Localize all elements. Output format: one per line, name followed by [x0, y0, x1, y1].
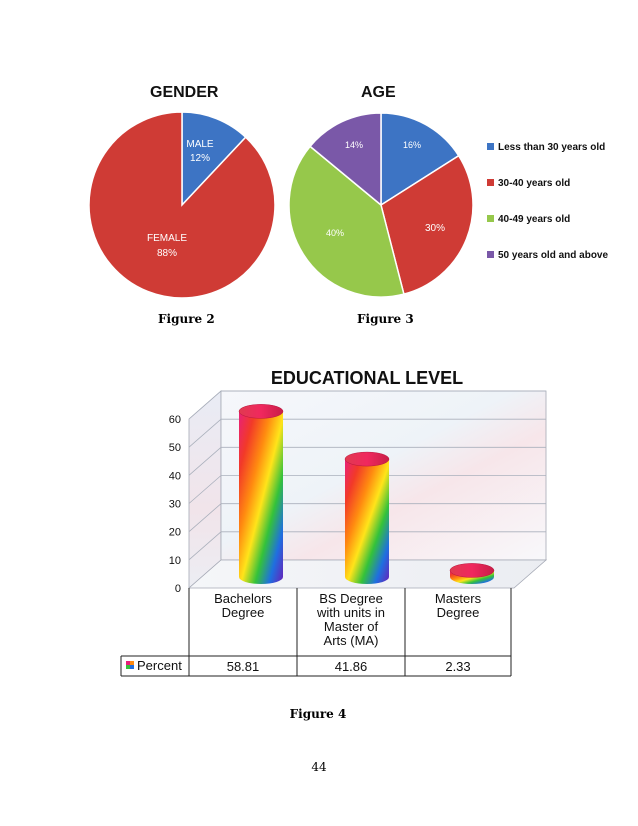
table-value-bachelors: 58.81 [226, 659, 260, 674]
y-axis-ticks [169, 414, 181, 595]
gender-chart [89, 84, 275, 298]
category-label-line: Master of [323, 619, 379, 634]
gender-slice-value-male: 12% [189, 153, 211, 164]
category-label-0 [214, 591, 272, 620]
series-label-percent: Percent [137, 658, 182, 673]
age-chart [289, 84, 608, 297]
age-legend-label: 40-49 years old [498, 214, 571, 225]
bar-2 [450, 563, 494, 584]
age-legend-label: 50 years old and above [498, 250, 609, 261]
age-legend-item-40to49 [487, 214, 570, 225]
table-value-bs-with-units: 41.86 [334, 659, 368, 674]
category-label-line: with units in [317, 605, 385, 620]
gender-chart-title: GENDER [150, 84, 219, 101]
bar-1 [345, 452, 389, 584]
category-label-line: BS Degree [319, 591, 383, 606]
gender-slice-label-female: FEMALE [146, 233, 188, 244]
y-tick-label: 20 [168, 526, 181, 539]
table-value-masters: 2.33 [445, 659, 471, 674]
y-tick-label: 30 [168, 498, 181, 511]
category-label-line: Arts (MA) [323, 633, 379, 648]
gender-pie [89, 112, 275, 298]
y-tick-label: 50 [168, 442, 181, 455]
age-legend-item-under30 [487, 142, 605, 153]
page-number: 44 [311, 760, 327, 774]
age-legend [487, 142, 608, 261]
age-chart-title: AGE [361, 84, 396, 101]
bar-0 [239, 404, 283, 584]
category-label-line: Masters [434, 591, 482, 606]
age-legend-swatch [487, 179, 494, 186]
y-tick-label: 60 [168, 414, 181, 426]
gender-slice-value-female: 88% [156, 248, 178, 259]
figure-3-caption: Figure 3 [357, 312, 414, 326]
bar-top [345, 452, 389, 466]
age-legend-swatch [487, 251, 494, 258]
bar-body [345, 459, 389, 584]
figure-2-caption: Figure 2 [158, 312, 215, 326]
gender-pie-slice-1 [89, 112, 275, 298]
category-label-line: Bachelors [214, 591, 272, 606]
bar-top [450, 563, 494, 577]
bar-body [239, 411, 283, 584]
age-slice-value-50plus: 14% [344, 140, 364, 150]
y-tick-label: 0 [174, 583, 181, 595]
age-legend-label: 30-40 years old [498, 178, 571, 189]
y-tick-label: 40 [168, 470, 181, 483]
education-chart [121, 368, 546, 676]
education-chart-title: EDUCATIONAL LEVEL [270, 368, 464, 388]
age-pie [289, 113, 473, 297]
age-slice-value-under30: 16% [402, 140, 422, 150]
legend-key-icon [126, 661, 134, 669]
y-tick-label: 10 [168, 554, 181, 567]
age-slice-value-30to40: 30% [424, 223, 446, 234]
age-legend-item-50plus [487, 250, 608, 261]
category-labels [214, 591, 482, 648]
bar-top [239, 404, 283, 418]
age-legend-swatch [487, 143, 494, 150]
category-label-line: Degree [221, 605, 265, 620]
category-label-line: Degree [436, 605, 480, 620]
category-label-1 [316, 591, 385, 648]
gender-slice-label-male: MALE [186, 139, 214, 150]
category-label-2 [435, 591, 482, 620]
age-slice-value-40to49: 40% [325, 228, 345, 238]
figure-4-caption: Figure 4 [289, 707, 347, 721]
data-table [121, 588, 511, 676]
age-legend-item-30to40 [487, 178, 570, 189]
age-legend-swatch [487, 215, 494, 222]
age-legend-label: Less than 30 years old [498, 142, 606, 153]
